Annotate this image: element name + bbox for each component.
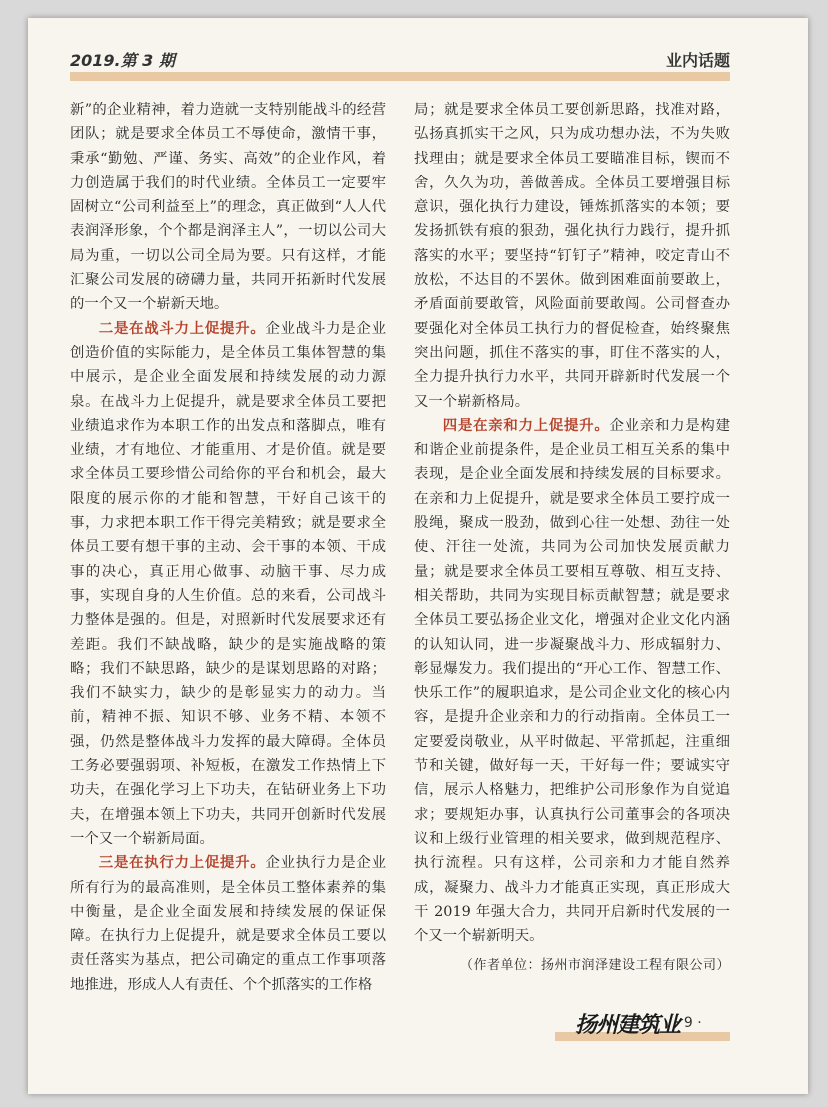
right-column — [414, 98, 730, 979]
paragraph: 局；就是要求全体员工要创新思路，找准对路，弘扬真抓实干之风，只为成功想办法，不为失败找理由；就是要求全体员工要瞄准目标，锲而不舍，久久为功，善做善成。全体员工要增强目标意识，强化执行力建设，锤炼抓落实的本领；要发扬抓铁有痕的狠劲，强化执行力践行，提升抓落实的水平；要坚持“钉钉子”精神，咬定青山不放松，不达目的不罢休。做到困难面前要敢上，矛盾面前要敢管，风险面前要敢闯。公司督查办要强化对全体员工执行力的督促检查，始终聚焦突出问题，抓住不落实的事，盯住不落实的人，全力提升执行力水平，共同开辟新时代发展一个又一个崭新格局。 — [414, 102, 730, 410]
section-heading: 三是在执行力上促提升。 — [98, 854, 266, 872]
author-affiliation: （作者单位：扬州市润泽建设工程有限公司） — [459, 958, 730, 974]
left-column — [70, 98, 386, 997]
magazine-logo: 扬州建筑业 — [575, 1012, 681, 1038]
paragraph-body: 企业亲和力是构建和谐企业前提条件，是企业员工相互关系的集中表现，是企业全面发展和持续发展的目标要求。在亲和力上促提升，就是要求全体员工要拧成一股绳，聚成一股劲，做到心往一处想、劲往一处使、汗往一处流，共同为公司加快发展贡献力量；就是要求全体员工要相互尊敬、相互支持、相关帮助，共同为实现目标贡献智慧；就是要求全体员工要弘扬企业文化，增强对企业文化内涵的认知认同，进一步凝聚战斗力、形成辐射力、彰显爆发力。我们提出的“开心工作、智慧工作、快乐工作”的履职追求，是公司企业文化的核心内容，是提升企业亲和力的行动指南。全体员工一定要爱岗敬业，从平时做起、平常抓起，注重细节和关键，做好每一天，干好每一件；要诚实守信，展示人格魅力，把维护公司形象作为自觉追求；要规矩办事，认真执行公司董事会的各项决议和上级行业管理的相关要求，做到规范程序、执行流程。只有这样，公司亲和力才能自然养成，凝聚力、战斗力才能真正实现，真正形成大干 2019 年强大合力，共同开启新时代发展的一个又一个崭新明天。 — [414, 417, 730, 945]
paragraph — [70, 851, 386, 997]
paragraph — [70, 317, 386, 852]
section-heading: 四是在亲和力上促提升。 — [442, 416, 610, 434]
header-rule — [70, 72, 730, 81]
issue-label: 2019.第 3 期 — [70, 51, 175, 70]
page-number: · 9 · — [675, 1015, 702, 1031]
section-heading: 二是在战斗力上促提升。 — [98, 319, 266, 337]
page-footer — [555, 1008, 730, 1048]
page-header — [70, 48, 730, 88]
paragraph-body: 企业执行力是企业所有行为的最高准则，是全体员工整体素养的集中衡量，是企业全面发展和持续发展的保证保障。在执行力上促提升，就是要求全体员工要以责任落实为基点，把公司确定的重点工作事项落地推进，形成人人有责任、个个抓落实的工作格 — [70, 855, 386, 993]
paragraph: 新”的企业精神，着力造就一支特别能战斗的经营团队；就是要求全体员工不辱使命，激情干事，秉承“勤勉、严谨、务实、高效”的企业作风，着力创造属于我们的时代业绩。全体员工一定要牢固树立“公司利益至上”的理念，真正做到“人人代表润泽形象，个个都是润泽主人”，一切以公司大局为重，一切以公司全局为要。只有这样，才能汇聚公司发展的磅礴力量，共同开拓新时代发展的一个又一个崭新天地。 — [70, 102, 386, 313]
paragraph-body: 企业战斗力是企业创造价值的实际能力，是全体员工集体智慧的集中展示，是企业全面发展和持续发展的动力源泉。在战斗力上促提升，就是要求全体员工要把业绩追求作为本职工作的出发点和落脚点，唯有业绩，才有地位、才能重用、才是价值。就是要求全体员工要珍惜公司给你的平台和机会，最大限度的展示你的才能和智慧，干好自己该干的事，力求把本职工作干得完美精致；就是要求全体员工要有想干事的主动、会干事的本领、干成事的决心，真正用心做事、动脑干事、尽力成事，实现自身的人生价值。总的来看，公司战斗力整体是强的。但是，对照新时代发展要求还有差距。我们不缺战略，缺少的是实施战略的策略；我们不缺思路，缺少的是谋划思路的对路；我们不缺实力，缺少的是彰显实力的动力。当前，精神不振、知识不够、业务不精、本领不强，仍然是整体战斗力发挥的最大障碍。全体员工务必要强弱项、补短板，在激发工作热情上下功夫，在强化学习上下功夫，在钻研业务上下功夫，在增强本领上下功夫，共同开创新时代发展一个又一个崭新局面。 — [70, 320, 386, 847]
section-title: 业内话题 — [665, 51, 730, 70]
paragraph — [414, 414, 730, 949]
